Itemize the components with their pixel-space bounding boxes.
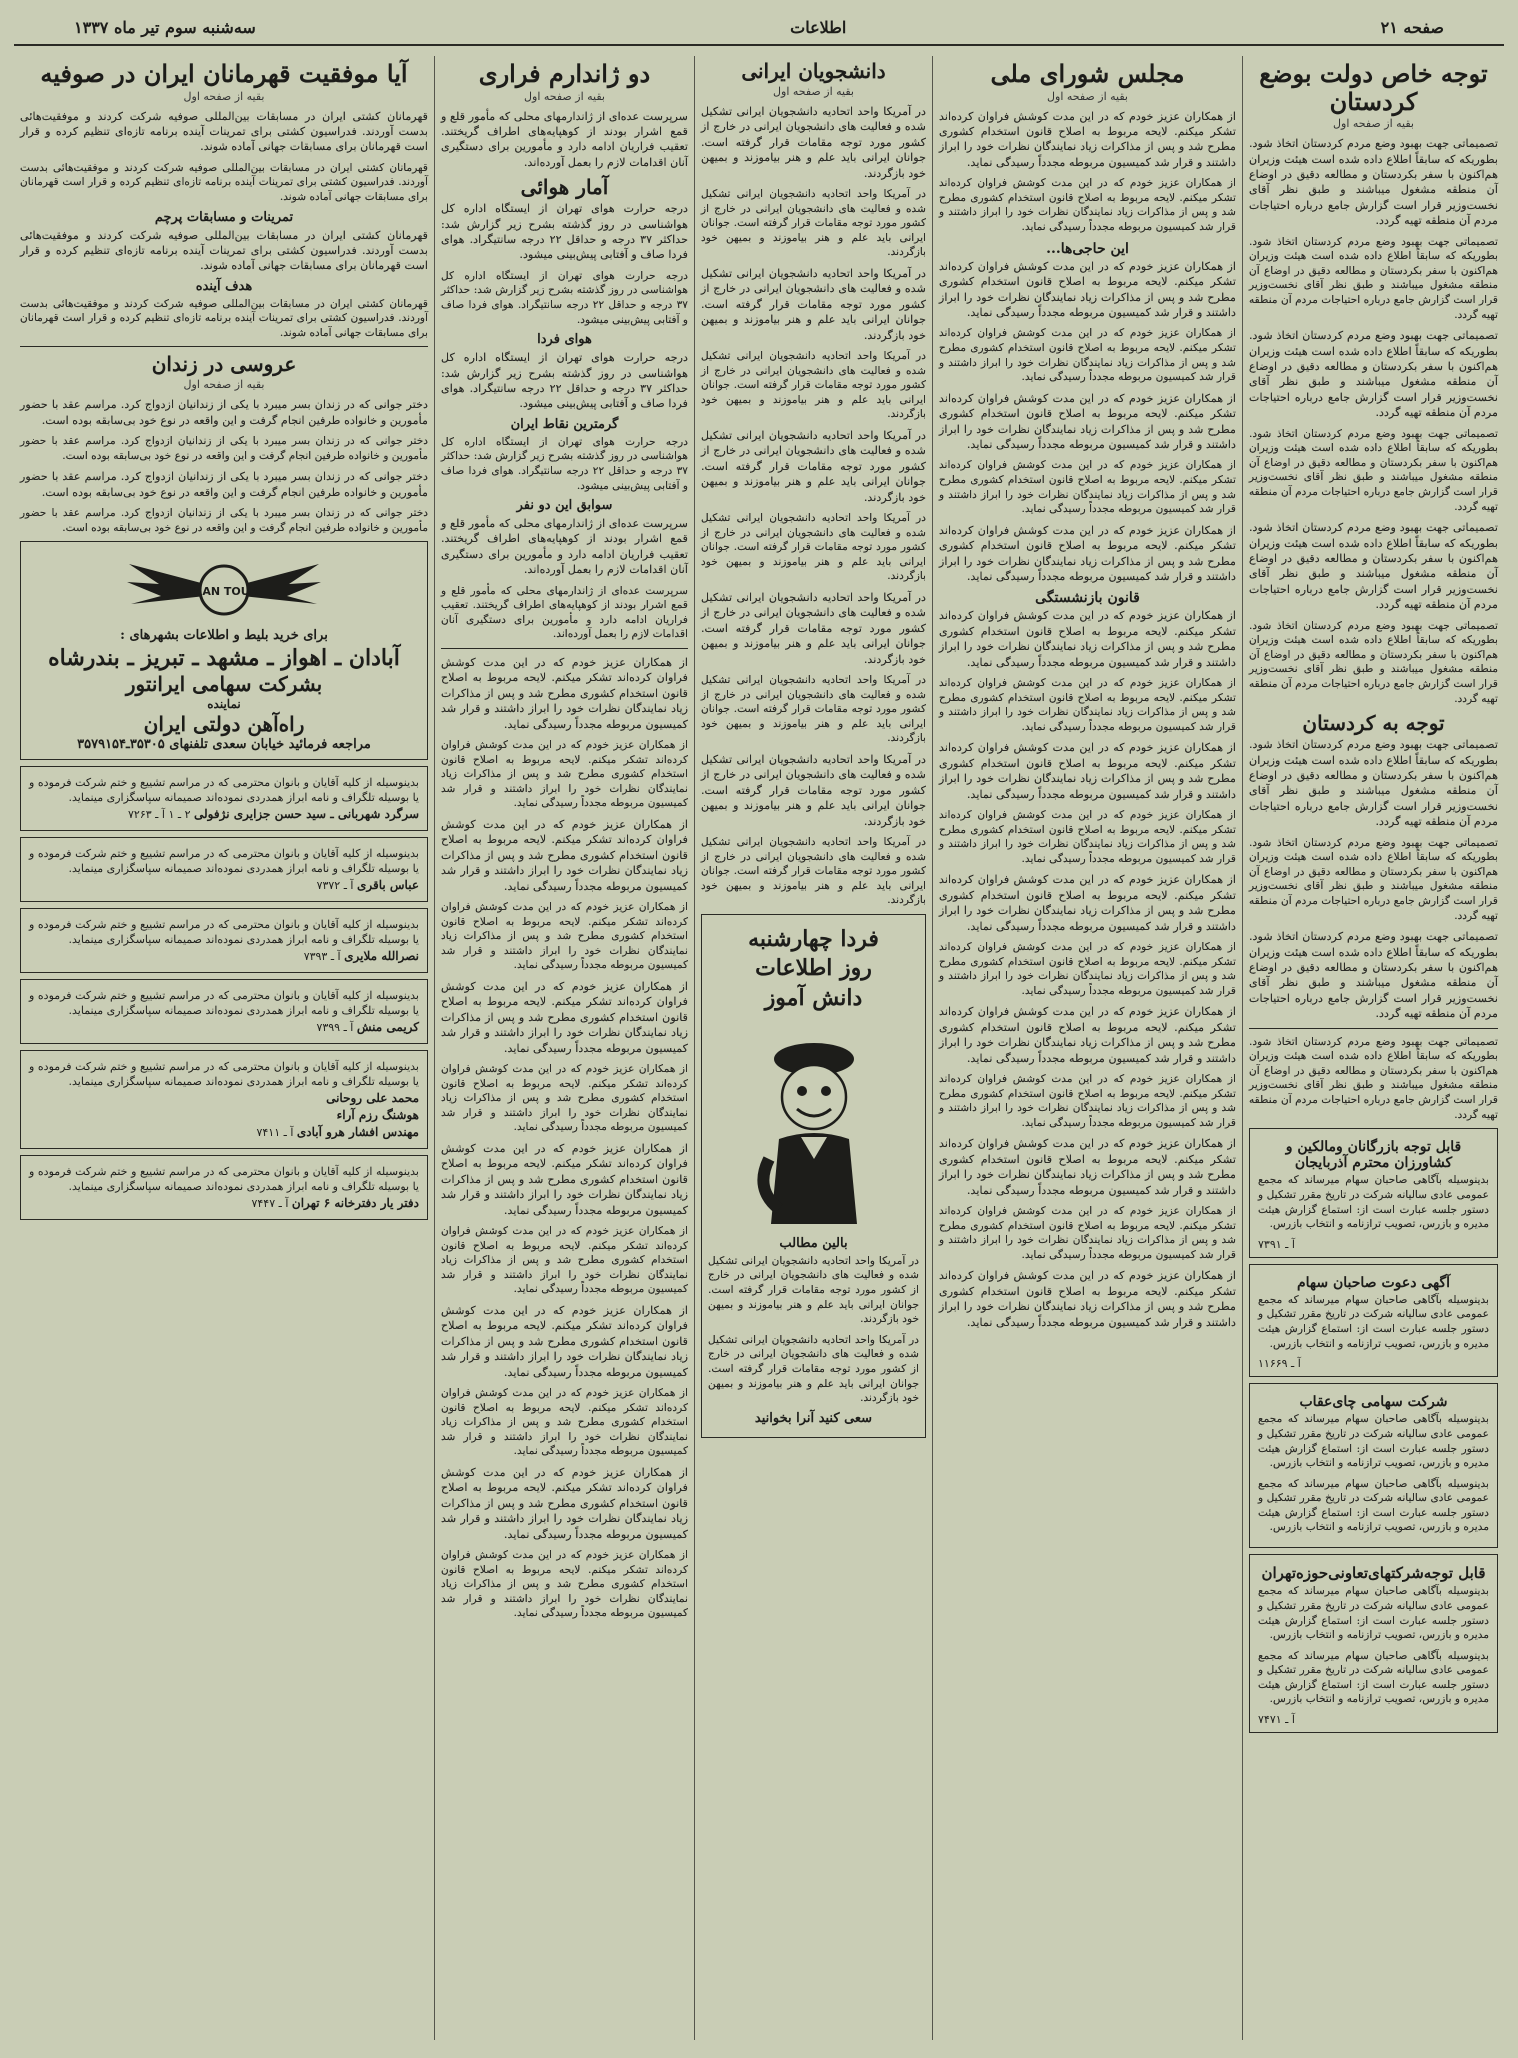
obituary-name: سرگرد شهربانی ـ سید حسن جزایری نژفولی [194, 807, 419, 822]
weather-text: درجه حرارت هوای تهران از ایستگاه اداره کل هواشناسی در روز گذشته بشرح زیر گزارش شد: حداکثر ۳۷ درجه و حداقل ۲۲ درجه سانتیگراد. هوای فردا صاف و آفتابی پیش‌بینی میشود. [441, 269, 688, 326]
article-text: دختر جوانی که در زندان بسر میبرد با یکی از زندانیان ازدواج کرد. مراسم عقد با حضور مأمورین و خانواده طرفین انجام گرفت و این واقعه در نوع خود بی‌سابقه بوده است. [20, 398, 428, 427]
notice-headline: قابل توجه بازرگانان ومالکین و کشاورزان محترم آذربایجان [1285, 1139, 1462, 1172]
article-text: تصمیماتی جهت بهبود وضع مردم کردستان اتخاذ شود. بطوریکه که سابقاً اطلاع داده شده است هیئت وزیران هم‌اکنون با سفر بکردستان و مطالعه دقیق در اوضاع آن منطقه مشغول میباشند و طبق نظر آقای نخست‌وزیر قرار است گزارش جامع درباره احتیاجات مردم آن منطقه تهیه گردد. [1249, 427, 1498, 513]
article-text: سرپرست عده‌ای از ژاندارمهای محلی که مأمور قلع و قمع اشرار بودند از کوهپایه‌های اطراف گریختند. تعقیب فراریان ادامه دارد و مأمورین برای دستگیری آنان اقدامات لازم را بعمل آورده‌اند. [441, 109, 688, 169]
article-text: از همکاران عزیز خودم که در این مدت کوشش فراوان کرده‌اند تشکر میکنم. لایحه مربوط به اصلاح قانون استخدام کشوری مطرح شد و پس از مذاکرات زیاد نمایندگان نظرات خود را ابراز داشتند و قرار شد کمیسیون مربوطه مجدداً رسیدگی نماید. [939, 523, 1236, 583]
ad-agent: راه‌آهن دولتی ایران [143, 712, 305, 737]
ad-line: دانش آموز [764, 984, 863, 1011]
article-text: از همکاران عزیز خودم که در این مدت کوشش فراوان کرده‌اند تشکر میکنم. لایحه مربوط به اصلاح قانون استخدام کشوری مطرح شد و پس از مذاکرات زیاد نمایندگان نظرات خود را ابراز داشتند و قرار شد کمیسیون مربوطه مجدداً رسیدگی نماید. [939, 873, 1236, 933]
obituary-code: آ ـ ۷۴۴۷ [251, 1197, 289, 1211]
subhead: سوابق این دو نفر [516, 498, 613, 514]
wedding-headline: عروسی در زندان [151, 352, 297, 377]
paper-name: اطلاعات [790, 17, 847, 37]
student-illustration [708, 1019, 919, 1229]
article-text: از همکاران عزیز خودم که در این مدت کوشش فراوان کرده‌اند تشکر میکنم. لایحه مربوط به اصلاح قانون استخدام کشوری مطرح شد و پس از مذاکرات زیاد نمایندگان نظرات خود را ابراز داشتند و قرار شد کمیسیون مربوطه مجدداً رسیدگی نماید. [441, 1549, 688, 1620]
notice-headline: قابل توجه‌شرکتهای‌تعاونی‌حوزه‌تهران [1261, 1564, 1486, 1583]
gendarme-headline: دو ژاندارم فراری [478, 59, 651, 88]
ad-agent-label: نماینده [207, 697, 241, 712]
article-text: در آمریکا واحد اتحادیه دانشجویان ایرانی تشکیل شده و فعالیت های دانشجویان ایرانی در خارج از کشور مورد توجه مقامات قرار گرفته است. جوانان ایرانی باید علم و هنر بیاموزند و بمیهن خود بازگردند. [701, 512, 926, 583]
weather-headline: آمار هوائی [520, 175, 609, 200]
students-headline: دانشجویان ایرانی [741, 59, 886, 83]
article-text: از همکاران عزیز خودم که در این مدت کوشش فراوان کرده‌اند تشکر میکنم. لایحه مربوط به اصلاح قانون استخدام کشوری مطرح شد و پس از مذاکرات زیاد نمایندگان نظرات خود را ابراز داشتند و قرار شد کمیسیون مربوطه مجدداً رسیدگی نماید. [939, 809, 1236, 865]
obituary-code: آ ـ ۷۴۱۱ [256, 1126, 294, 1140]
obituary-text: بدینوسیله از کلیه آقایان و بانوان محترمی که در مراسم تشییع و ختم شرکت فرموده و یا بوسیله تلگراف و نامه ابراز همدردی نموده‌اند صمیمانه سپاسگزاری مینماید. [29, 847, 419, 876]
subhead: گرمترین نقاط ایران [510, 416, 619, 432]
article-text: از همکاران عزیز خودم که در این مدت کوشش فراوان کرده‌اند تشکر میکنم. لایحه مربوط به اصلاح قانون استخدام کشوری مطرح شد و پس از مذاکرات زیاد نمایندگان نظرات خود را ابراز داشتند و قرار شد کمیسیون مربوطه مجدداً رسیدگی نماید. [441, 1387, 688, 1458]
article-text: از همکاران عزیز خودم که در این مدت کوشش فراوان کرده‌اند تشکر میکنم. لایحه مربوط به اصلاح قانون استخدام کشوری مطرح شد و پس از مذاکرات زیاد نمایندگان نظرات خود را ابراز داشتند و قرار شد کمیسیون مربوطه مجدداً رسیدگی نماید. [939, 327, 1236, 384]
article-text: تصمیماتی جهت بهبود وضع مردم کردستان اتخاذ شود. بطوریکه که سابقاً اطلاع داده شده است هیئت وزیران هم‌اکنون با سفر بکردستان و مطالعه دقیق در اوضاع آن منطقه مشغول میباشند و طبق نظر آقای نخست‌وزیر قرار است گزارش جامع درباره احتیاجات مردم آن منطقه تهیه گردد. [1249, 521, 1498, 612]
article-text: از همکاران عزیز خودم که در این مدت کوشش فراوان کرده‌اند تشکر میکنم. لایحه مربوط به اصلاح قانون استخدام کشوری مطرح شد و پس از مذاکرات زیاد نمایندگان نظرات خود را ابراز داشتند و قرار شد کمیسیون مربوطه مجدداً رسیدگی نماید. [939, 1205, 1236, 1261]
weather-text: درجه حرارت هوای تهران از ایستگاه اداره کل هواشناسی در روز گذشته بشرح زیر گزارش شد: حداکثر ۳۷ درجه و حداقل ۲۲ درجه سانتیگراد. هوای فردا صاف و آفتابی پیش‌بینی میشود. [441, 351, 688, 411]
obituary-code: آ ـ ۷۳۹۳ [303, 950, 341, 964]
weather-text: درجه حرارت هوای تهران از ایستگاه اداره کل هواشناسی در روز گذشته بشرح زیر گزارش شد: حداکثر ۳۷ درجه و حداقل ۲۲ درجه سانتیگراد. هوای فردا صاف و آفتابی پیش‌بینی میشود. [441, 202, 688, 262]
obituary-4 [20, 979, 428, 1044]
notice-code: آ ـ ۷۴۷۱ [1258, 1713, 1295, 1727]
article-text: از همکاران عزیز خودم که در این مدت کوشش فراوان کرده‌اند تشکر میکنم. لایحه مربوط به اصلاح قانون استخدام کشوری مطرح شد و پس از مذاکرات زیاد نمایندگان نظرات خود را ابراز داشتند و قرار شد کمیسیون مربوطه مجدداً رسیدگی نماید. [939, 109, 1236, 169]
article-text: تصمیماتی جهت بهبود وضع مردم کردستان اتخاذ شود. بطوریکه که سابقاً اطلاع داده شده است هیئت وزیران هم‌اکنون با سفر بکردستان و مطالعه دقیق در اوضاع آن منطقه مشغول میباشند و طبق نظر آقای نخست‌وزیر قرار است گزارش جامع درباره احتیاجات مردم آن منطقه تهیه گردد. [1249, 137, 1498, 228]
subhead: این حاجی‌ها... [1046, 240, 1129, 257]
obituary-5 [20, 1050, 428, 1149]
article-text: از همکاران عزیز خودم که در این مدت کوشش فراوان کرده‌اند تشکر میکنم. لایحه مربوط به اصلاح قانون استخدام کشوری مطرح شد و پس از مذاکرات زیاد نمایندگان نظرات خود را ابراز داشتند و قرار شد کمیسیون مربوطه مجدداً رسیدگی نماید. [939, 741, 1236, 801]
column-majlis [932, 56, 1242, 2040]
winged-logo-icon [119, 554, 329, 624]
notice-text: بدینوسیله بآگاهی صاحبان سهام میرساند که مجمع عمومی عادی سالیانه شرکت در تاریخ مقرر تشکیل و دستور جلسه عبارت است از: استماع گزارش هیئت مدیره و بازرس، تصویب ترازنامه و انتخاب بازرس. [1258, 1649, 1489, 1706]
article-text: سرپرست عده‌ای از ژاندارمهای محلی که مأمور قلع و قمع اشرار بودند از کوهپایه‌های اطراف گریختند. تعقیب فراریان ادامه دارد و مأمورین برای دستگیری آنان اقدامات لازم را بعمل آورده‌اند. [441, 517, 688, 577]
page-body [14, 56, 1504, 2040]
article-text: در آمریکا واحد اتحادیه دانشجویان ایرانی تشکیل شده و فعالیت های دانشجویان ایرانی در خارج از کشور مورد توجه مقامات قرار گرفته است. جوانان ایرانی باید علم و هنر بیاموزند و بمیهن خود بازگردند. [701, 429, 926, 504]
article-text: از همکاران عزیز خودم که در این مدت کوشش فراوان کرده‌اند تشکر میکنم. لایحه مربوط به اصلاح قانون استخدام کشوری مطرح شد و پس از مذاکرات زیاد نمایندگان نظرات خود را ابراز داشتند و قرار شد کمیسیون مربوطه مجدداً رسیدگی نماید. [441, 1466, 688, 1541]
divider [20, 346, 428, 347]
ad-text: در آمریکا واحد اتحادیه دانشجویان ایرانی تشکیل شده و فعالیت های دانشجویان ایرانی در خارج از کشور مورد توجه مقامات قرار گرفته است. جوانان ایرانی باید علم و هنر بیاموزند و بمیهن خود بازگردند. [708, 1254, 919, 1326]
notice-code: آ ـ ۷۳۹۱ [1258, 1237, 1295, 1251]
obituary-text: بدینوسیله از کلیه آقایان و بانوان محترمی که در مراسم تشییع و ختم شرکت فرموده و یا بوسیله تلگراف و نامه ابراز همدردی نموده‌اند صمیمانه سپاسگزاری مینماید. [29, 1060, 419, 1089]
notice-code: آ ـ ۱۱۶۶۹ [1258, 1357, 1301, 1371]
majlis-headline: مجلس شورای ملی [990, 59, 1185, 88]
subhead: قانون بازنشستگی [1035, 590, 1140, 607]
notice-azerbaijan [1249, 1128, 1498, 1258]
notice-text: بدینوسیله بآگاهی صاحبان سهام میرساند که مجمع عمومی عادی سالیانه شرکت در تاریخ مقرر تشکیل و دستور جلسه عبارت است از: استماع گزارش هیئت مدیره و بازرس، تصویب ترازنامه و انتخاب بازرس. [1258, 1585, 1489, 1642]
article-text: تصمیماتی جهت بهبود وضع مردم کردستان اتخاذ شود. بطوریکه که سابقاً اطلاع داده شده است هیئت وزیران هم‌اکنون با سفر بکردستان و مطالعه دقیق در اوضاع آن منطقه مشغول میباشند و طبق نظر آقای نخست‌وزیر قرار است گزارش جامع درباره احتیاجات مردم آن منطقه تهیه گردد. [1249, 329, 1498, 420]
article-text: در آمریکا واحد اتحادیه دانشجویان ایرانی تشکیل شده و فعالیت های دانشجویان ایرانی در خارج از کشور مورد توجه مقامات قرار گرفته است. جوانان ایرانی باید علم و هنر بیاموزند و بمیهن خود بازگردند. [701, 105, 926, 180]
article-text: سرپرست عده‌ای از ژاندارمهای محلی که مأمور قلع و قمع اشرار بودند از کوهپایه‌های اطراف گریختند. تعقیب فراریان ادامه دارد و مأمورین برای دستگیری آنان اقدامات لازم را بعمل آورده‌اند. [441, 584, 688, 641]
article-text: از همکاران عزیز خودم که در این مدت کوشش فراوان کرده‌اند تشکر میکنم. لایحه مربوط به اصلاح قانون استخدام کشوری مطرح شد و پس از مذاکرات زیاد نمایندگان نظرات خود را ابراز داشتند و قرار شد کمیسیون مربوطه مجدداً رسیدگی نماید. [441, 980, 688, 1055]
continued-note: بقیه از صفحه اول [183, 89, 265, 103]
notice-shareholders [1249, 1264, 1498, 1377]
obituary-text: بدینوسیله از کلیه آقایان و بانوان محترمی که در مراسم تشییع و ختم شرکت فرموده و یا بوسیله تلگراف و نامه ابراز همدردی نموده‌اند صمیمانه سپاسگزاری مینماید. [29, 776, 419, 805]
article-text: تصمیماتی جهت بهبود وضع مردم کردستان اتخاذ شود. بطوریکه که سابقاً اطلاع داده شده است هیئت وزیران هم‌اکنون با سفر بکردستان و مطالعه دقیق در اوضاع آن منطقه مشغول میباشند و طبق نظر آقای نخست‌وزیر قرار است گزارش جامع درباره احتیاجات مردم آن منطقه تهیه گردد. [1249, 930, 1498, 1021]
column-gendarmes [434, 56, 694, 2040]
subhead: هدف آینده [195, 278, 253, 294]
obituary-name: دفتر یار دفترخانه ۶ تهران [291, 1196, 419, 1211]
obituary-name: عباس باقری [356, 878, 419, 893]
obituary-6 [20, 1155, 428, 1220]
subhead-kurdistan: توجه به کردستان [1302, 711, 1445, 736]
ad-list-title: بالین مطالب [779, 1235, 848, 1251]
sport-headline: آیا موفقیت قهرمانان ایران در صوفیه [40, 59, 408, 88]
article-text: از همکاران عزیز خودم که در این مدت کوشش فراوان کرده‌اند تشکر میکنم. لایحه مربوط به اصلاح قانون استخدام کشوری مطرح شد و پس از مذاکرات زیاد نمایندگان نظرات خود را ابراز داشتند و قرار شد کمیسیون مربوطه مجدداً رسیدگی نماید. [441, 1063, 688, 1134]
obituary-1 [20, 766, 428, 831]
irantour-logo [29, 554, 419, 624]
article-text: از همکاران عزیز خودم که در این مدت کوشش فراوان کرده‌اند تشکر میکنم. لایحه مربوط به اصلاح قانون استخدام کشوری مطرح شد و پس از مذاکرات زیاد نمایندگان نظرات خود را ابراز داشتند و قرار شد کمیسیون مربوطه مجدداً رسیدگی نماید. [441, 1142, 688, 1217]
article-text: دختر جوانی که در زندان بسر میبرد با یکی از زندانیان ازدواج کرد. مراسم عقد با حضور مأمورین و خانواده طرفین انجام گرفت و این واقعه در نوع خود بی‌سابقه بوده است. [20, 507, 428, 534]
subhead: هوای فردا [537, 332, 592, 348]
obituary-2 [20, 837, 428, 902]
article-text: در آمریکا واحد اتحادیه دانشجویان ایرانی تشکیل شده و فعالیت های دانشجویان ایرانی در خارج از کشور مورد توجه مقامات قرار گرفته است. جوانان ایرانی باید علم و هنر بیاموزند و بمیهن خود بازگردند. [701, 188, 926, 259]
ad-intro: برای خرید بلیط و اطلاعات بشهرهای : [120, 628, 328, 644]
weather-text: درجه حرارت هوای تهران از ایستگاه اداره کل هواشناسی در روز گذشته بشرح زیر گزارش شد: حداکثر ۳۷ درجه و حداقل ۲۲ درجه سانتیگراد. هوای فردا صاف و آفتابی پیش‌بینی میشود. [441, 435, 688, 492]
page-number: صفحه ۲۱ [1380, 17, 1444, 37]
obituary-code: آ ـ ۷۳۷۲ [316, 879, 354, 893]
article-text: از همکاران عزیز خودم که در این مدت کوشش فراوان کرده‌اند تشکر میکنم. لایحه مربوط به اصلاح قانون استخدام کشوری مطرح شد و پس از مذاکرات زیاد نمایندگان نظرات خود را ابراز داشتند و قرار شد کمیسیون مربوطه مجدداً رسیدگی نماید. [939, 1269, 1236, 1329]
obituary-code: آ ـ ۷۳۹۹ [316, 1021, 354, 1035]
article-text: از همکاران عزیز خودم که در این مدت کوشش فراوان کرده‌اند تشکر میکنم. لایحه مربوط به اصلاح قانون استخدام کشوری مطرح شد و پس از مذاکرات زیاد نمایندگان نظرات خود را ابراز داشتند و قرار شد کمیسیون مربوطه مجدداً رسیدگی نماید. [441, 901, 688, 972]
article-text: از همکاران عزیز خودم که در این مدت کوشش فراوان کرده‌اند تشکر میکنم. لایحه مربوط به اصلاح قانون استخدام کشوری مطرح شد و پس از مذاکرات زیاد نمایندگان نظرات خود را ابراز داشتند و قرار شد کمیسیون مربوطه مجدداً رسیدگی نماید. [441, 1304, 688, 1379]
obituary-name: هوشنگ رزم آراء [336, 1108, 419, 1123]
article-text: دختر جوانی که در زندان بسر میبرد با یکی از زندانیان ازدواج کرد. مراسم عقد با حضور مأمورین و خانواده طرفین انجام گرفت و این واقعه در نوع خود بی‌سابقه بوده است. [20, 435, 428, 462]
ad-company: بشرکت سهامی ایرانتور [125, 672, 323, 697]
ad-text: در آمریکا واحد اتحادیه دانشجویان ایرانی تشکیل شده و فعالیت های دانشجویان ایرانی در خارج از کشور مورد توجه مقامات قرار گرفته است. جوانان ایرانی باید علم و هنر بیاموزند و بمیهن خود بازگردند. [708, 1333, 919, 1405]
subhead: تمرینات و مسابقات پرچم [154, 209, 294, 225]
article-text: در آمریکا واحد اتحادیه دانشجویان ایرانی تشکیل شده و فعالیت های دانشجویان ایرانی در خارج از کشور مورد توجه مقامات قرار گرفته است. جوانان ایرانی باید علم و هنر بیاموزند و بمیهن خود بازگردند. [701, 267, 926, 342]
article-text: تصمیماتی جهت بهبود وضع مردم کردستان اتخاذ شود. بطوریکه که سابقاً اطلاع داده شده است هیئت وزیران هم‌اکنون با سفر بکردستان و مطالعه دقیق در اوضاع آن منطقه مشغول میباشند و طبق نظر آقای نخست‌وزیر قرار است گزارش جامع درباره احتیاجات مردم آن منطقه تهیه گردد. [1249, 836, 1498, 922]
ad-contact: مراجعه فرمائید خیابان سعدی تلفنهای ۳۵۳۰۵ـ۳۵۷۹۱۵۴ [77, 737, 371, 753]
article-text: قهرمانان کشتی ایران در مسابقات بین‌المللی صوفیه شرکت کردند و موفقیت‌هائی بدست آوردند. فدراسیون کشتی برای تمرینات آینده برنامه تازه‌ای تنظیم کرده و قرار است قهرمانان برای مسابقات جهانی آماده شوند. [20, 297, 428, 339]
article-text: از همکاران عزیز خودم که در این مدت کوشش فراوان کرده‌اند تشکر میکنم. لایحه مربوط به اصلاح قانون استخدام کشوری مطرح شد و پس از مذاکرات زیاد نمایندگان نظرات خود را ابراز داشتند و قرار شد کمیسیون مربوطه مجدداً رسیدگی نماید. [939, 1005, 1236, 1065]
article-text: از همکاران عزیز خودم که در این مدت کوشش فراوان کرده‌اند تشکر میکنم. لایحه مربوط به اصلاح قانون استخدام کشوری مطرح شد و پس از مذاکرات زیاد نمایندگان نظرات خود را ابراز داشتند و قرار شد کمیسیون مربوطه مجدداً رسیدگی نماید. [441, 656, 688, 731]
continued-note: بقیه از صفحه اول [773, 85, 854, 98]
logo-text: IRAN TOUR [189, 585, 259, 599]
continued-note: بقیه از صفحه اول [183, 378, 265, 392]
continued-note: بقیه از صفحه اول [1333, 117, 1414, 131]
article-text: از همکاران عزیز خودم که در این مدت کوشش فراوان کرده‌اند تشکر میکنم. لایحه مربوط به اصلاح قانون استخدام کشوری مطرح شد و پس از مذاکرات زیاد نمایندگان نظرات خود را ابراز داشتند و قرار شد کمیسیون مربوطه مجدداً رسیدگی نماید. [939, 677, 1236, 733]
notice-text: بدینوسیله بآگاهی صاحبان سهام میرساند که مجمع عمومی عادی سالیانه شرکت در تاریخ مقرر تشکیل و دستور جلسه عبارت است از: استماع گزارش هیئت مدیره و بازرس، تصویب ترازنامه و انتخاب بازرس. [1258, 1477, 1489, 1534]
article-text: قهرمانان کشتی ایران در مسابقات بین‌المللی صوفیه شرکت کردند و موفقیت‌هائی بدست آوردند. فدراسیون کشتی برای تمرینات آینده برنامه تازه‌ای تنظیم کرده و قرار است قهرمانان برای مسابقات جهانی آماده شوند. [20, 228, 428, 273]
divider [1249, 1028, 1498, 1029]
notice-headline: شرکت سهامی چای‌عقاب [1299, 1394, 1448, 1411]
ad-cities: آبادان ـ اهواز ـ مشهد ـ تبریز ـ بندرشاه [48, 644, 400, 671]
notice-headline: آگهی دعوت صاحبان سهام [1297, 1274, 1450, 1291]
article-text: در آمریکا واحد اتحادیه دانشجویان ایرانی تشکیل شده و فعالیت های دانشجویان ایرانی در خارج از کشور مورد توجه مقامات قرار گرفته است. جوانان ایرانی باید علم و هنر بیاموزند و بمیهن خود بازگردند. [701, 836, 926, 907]
article-text: از همکاران عزیز خودم که در این مدت کوشش فراوان کرده‌اند تشکر میکنم. لایحه مربوط به اصلاح قانون استخدام کشوری مطرح شد و پس از مذاکرات زیاد نمایندگان نظرات خود را ابراز داشتند و قرار شد کمیسیون مربوطه مجدداً رسیدگی نماید. [939, 391, 1236, 451]
obituary-name: مهندس افشار هرو آبادی [296, 1125, 419, 1140]
kurdistan-headline: توجه خاص دولت بوضع کردستان [1259, 59, 1488, 116]
continued-note: بقیه از صفحه اول [524, 89, 605, 103]
obituary-name: کریمی منش [356, 1020, 419, 1035]
article-text: تصمیماتی جهت بهبود وضع مردم کردستان اتخاذ شود. بطوریکه که سابقاً اطلاع داده شده است هیئت وزیران هم‌اکنون با سفر بکردستان و مطالعه دقیق در اوضاع آن منطقه مشغول میباشند و طبق نظر آقای نخست‌وزیر قرار است گزارش جامع درباره احتیاجات مردم آن منطقه تهیه گردد. [1249, 619, 1498, 705]
column-sport [14, 56, 434, 2040]
ad-headline: فردا چهارشنبه [748, 926, 879, 952]
continued-note: بقیه از صفحه اول [1047, 89, 1128, 103]
article-text: دختر جوانی که در زندان بسر میبرد با یکی از زندانیان ازدواج کرد. مراسم عقد با حضور مأمورین و خانواده طرفین انجام گرفت و این واقعه در نوع خود بی‌سابقه بوده است. [20, 470, 428, 499]
ad-footer: سعی کنید آنرا بخوانید [754, 1410, 873, 1426]
article-text: از همکاران عزیز خودم که در این مدت کوشش فراوان کرده‌اند تشکر میکنم. لایحه مربوط به اصلاح قانون استخدام کشوری مطرح شد و پس از مذاکرات زیاد نمایندگان نظرات خود را ابراز داشتند و قرار شد کمیسیون مربوطه مجدداً رسیدگی نماید. [939, 1137, 1236, 1197]
article-text: تصمیماتی جهت بهبود وضع مردم کردستان اتخاذ شود. بطوریکه که سابقاً اطلاع داده شده است هیئت وزیران هم‌اکنون با سفر بکردستان و مطالعه دقیق در اوضاع آن منطقه مشغول میباشند و طبق نظر آقای نخست‌وزیر قرار است گزارش جامع درباره احتیاجات مردم آن منطقه تهیه گردد. [1249, 738, 1498, 829]
obituary-name: نصرالله ملایری [344, 949, 419, 964]
obituary-name: محمد علی روحانی [326, 1091, 419, 1106]
notice-text: بدینوسیله بآگاهی صاحبان سهام میرساند که مجمع عمومی عادی سالیانه شرکت در تاریخ مقرر تشکیل و دستور جلسه عبارت است از: استماع گزارش هیئت مدیره و بازرس، تصویب ترازنامه و انتخاب بازرس. [1258, 1174, 1489, 1231]
column-kurdistan [1242, 56, 1504, 2040]
student-cartoon-icon [739, 1019, 889, 1229]
notice-text: بدینوسیله بآگاهی صاحبان سهام میرساند که مجمع عمومی عادی سالیانه شرکت در تاریخ مقرر تشکیل و دستور جلسه عبارت است از: استماع گزارش هیئت مدیره و بازرس، تصویب ترازنامه و انتخاب بازرس. [1258, 1413, 1489, 1470]
article-text: از همکاران عزیز خودم که در این مدت کوشش فراوان کرده‌اند تشکر میکنم. لایحه مربوط به اصلاح قانون استخدام کشوری مطرح شد و پس از مذاکرات زیاد نمایندگان نظرات خود را ابراز داشتند و قرار شد کمیسیون مربوطه مجدداً رسیدگی نماید. [939, 941, 1236, 997]
notice-cooperatives [1249, 1554, 1498, 1733]
article-text: تصمیماتی جهت بهبود وضع مردم کردستان اتخاذ شود. بطوریکه که سابقاً اطلاع داده شده است هیئت وزیران هم‌اکنون با سفر بکردستان و مطالعه دقیق در اوضاع آن منطقه مشغول میباشند و طبق نظر آقای نخست‌وزیر قرار است گزارش جامع درباره احتیاجات مردم آن منطقه تهیه گردد. [1249, 1035, 1498, 1121]
article-text: قهرمانان کشتی ایران در مسابقات بین‌المللی صوفیه شرکت کردند و موفقیت‌هائی بدست آوردند. فدراسیون کشتی برای تمرینات آینده برنامه تازه‌ای تنظیم کرده و قرار است قهرمانان برای مسابقات جهانی آماده شوند. [20, 109, 428, 154]
notice-tea-company [1249, 1383, 1498, 1548]
article-text: از همکاران عزیز خودم که در این مدت کوشش فراوان کرده‌اند تشکر میکنم. لایحه مربوط به اصلاح قانون استخدام کشوری مطرح شد و پس از مذاکرات زیاد نمایندگان نظرات خود را ابراز داشتند و قرار شد کمیسیون مربوطه مجدداً رسیدگی نماید. [441, 1225, 688, 1296]
obituary-text: بدینوسیله از کلیه آقایان و بانوان محترمی که در مراسم تشییع و ختم شرکت فرموده و یا بوسیله تلگراف و نامه ابراز همدردی نموده‌اند صمیمانه سپاسگزاری مینماید. [29, 989, 419, 1018]
article-text: در آمریکا واحد اتحادیه دانشجویان ایرانی تشکیل شده و فعالیت های دانشجویان ایرانی در خارج از کشور مورد توجه مقامات قرار گرفته است. جوانان ایرانی باید علم و هنر بیاموزند و بمیهن خود بازگردند. [701, 674, 926, 745]
article-text: تصمیماتی جهت بهبود وضع مردم کردستان اتخاذ شود. بطوریکه که سابقاً اطلاع داده شده است هیئت وزیران هم‌اکنون با سفر بکردستان و مطالعه دقیق در اوضاع آن منطقه مشغول میباشند و طبق نظر آقای نخست‌وزیر قرار است گزارش جامع درباره احتیاجات مردم آن منطقه تهیه گردد. [1249, 235, 1498, 321]
article-text: در آمریکا واحد اتحادیه دانشجویان ایرانی تشکیل شده و فعالیت های دانشجویان ایرانی در خارج از کشور مورد توجه مقامات قرار گرفته است. جوانان ایرانی باید علم و هنر بیاموزند و بمیهن خود بازگردند. [701, 753, 926, 828]
article-text: قهرمانان کشتی ایران در مسابقات بین‌المللی صوفیه شرکت کردند و موفقیت‌هائی بدست آوردند. فدراسیون کشتی برای تمرینات آینده برنامه تازه‌ای تنظیم کرده و قرار است قهرمانان برای مسابقات جهانی آماده شوند. [20, 161, 428, 203]
column-students [694, 56, 932, 2040]
article-text: از همکاران عزیز خودم که در این مدت کوشش فراوان کرده‌اند تشکر میکنم. لایحه مربوط به اصلاح قانون استخدام کشوری مطرح شد و پس از مذاکرات زیاد نمایندگان نظرات خود را ابراز داشتند و قرار شد کمیسیون مربوطه مجدداً رسیدگی نماید. [939, 259, 1236, 319]
irantour-ad [20, 541, 428, 760]
student-day-ad [701, 914, 926, 1438]
divider [441, 648, 688, 649]
article-text: در آمریکا واحد اتحادیه دانشجویان ایرانی تشکیل شده و فعالیت های دانشجویان ایرانی در خارج از کشور مورد توجه مقامات قرار گرفته است. جوانان ایرانی باید علم و هنر بیاموزند و بمیهن خود بازگردند. [701, 350, 926, 421]
article-text: از همکاران عزیز خودم که در این مدت کوشش فراوان کرده‌اند تشکر میکنم. لایحه مربوط به اصلاح قانون استخدام کشوری مطرح شد و پس از مذاکرات زیاد نمایندگان نظرات خود را ابراز داشتند و قرار شد کمیسیون مربوطه مجدداً رسیدگی نماید. [441, 739, 688, 810]
article-text: از همکاران عزیز خودم که در این مدت کوشش فراوان کرده‌اند تشکر میکنم. لایحه مربوط به اصلاح قانون استخدام کشوری مطرح شد و پس از مذاکرات زیاد نمایندگان نظرات خود را ابراز داشتند و قرار شد کمیسیون مربوطه مجدداً رسیدگی نماید. [939, 177, 1236, 233]
article-text: از همکاران عزیز خودم که در این مدت کوشش فراوان کرده‌اند تشکر میکنم. لایحه مربوط به اصلاح قانون استخدام کشوری مطرح شد و پس از مذاکرات زیاد نمایندگان نظرات خود را ابراز داشتند و قرار شد کمیسیون مربوطه مجدداً رسیدگی نماید. [939, 1073, 1236, 1129]
issue-date: سه‌شنبه سوم تیر ماه ۱۳۳۷ [74, 17, 256, 37]
article-text: از همکاران عزیز خودم که در این مدت کوشش فراوان کرده‌اند تشکر میکنم. لایحه مربوط به اصلاح قانون استخدام کشوری مطرح شد و پس از مذاکرات زیاد نمایندگان نظرات خود را ابراز داشتند و قرار شد کمیسیون مربوطه مجدداً رسیدگی نماید. [939, 459, 1236, 516]
notice-text: بدینوسیله بآگاهی صاحبان سهام میرساند که مجمع عمومی عادی سالیانه شرکت در تاریخ مقرر تشکیل و دستور جلسه عبارت است از: استماع گزارش هیئت مدیره و بازرس، تصویب ترازنامه و انتخاب بازرس. [1258, 1293, 1489, 1350]
article-text: از همکاران عزیز خودم که در این مدت کوشش فراوان کرده‌اند تشکر میکنم. لایحه مربوط به اصلاح قانون استخدام کشوری مطرح شد و پس از مذاکرات زیاد نمایندگان نظرات خود را ابراز داشتند و قرار شد کمیسیون مربوطه مجدداً رسیدگی نماید. [441, 818, 688, 893]
obituary-3 [20, 908, 428, 973]
obituary-code: ۲ ـ ۱ آ ـ ۷۲۶۳ [128, 808, 191, 822]
masthead [14, 10, 1504, 46]
obituary-text: بدینوسیله از کلیه آقایان و بانوان محترمی که در مراسم تشییع و ختم شرکت فرموده و یا بوسیله تلگراف و نامه ابراز همدردی نموده‌اند صمیمانه سپاسگزاری مینماید. [29, 1165, 419, 1194]
ad-line: روز اطلاعات [755, 955, 872, 982]
article-text: در آمریکا واحد اتحادیه دانشجویان ایرانی تشکیل شده و فعالیت های دانشجویان ایرانی در خارج از کشور مورد توجه مقامات قرار گرفته است. جوانان ایرانی باید علم و هنر بیاموزند و بمیهن خود بازگردند. [701, 591, 926, 666]
article-text: از همکاران عزیز خودم که در این مدت کوشش فراوان کرده‌اند تشکر میکنم. لایحه مربوط به اصلاح قانون استخدام کشوری مطرح شد و پس از مذاکرات زیاد نمایندگان نظرات خود را ابراز داشتند و قرار شد کمیسیون مربوطه مجدداً رسیدگی نماید. [939, 609, 1236, 669]
obituary-text: بدینوسیله از کلیه آقایان و بانوان محترمی که در مراسم تشییع و ختم شرکت فرموده و یا بوسیله تلگراف و نامه ابراز همدردی نموده‌اند صمیمانه سپاسگزاری مینماید. [29, 918, 419, 947]
